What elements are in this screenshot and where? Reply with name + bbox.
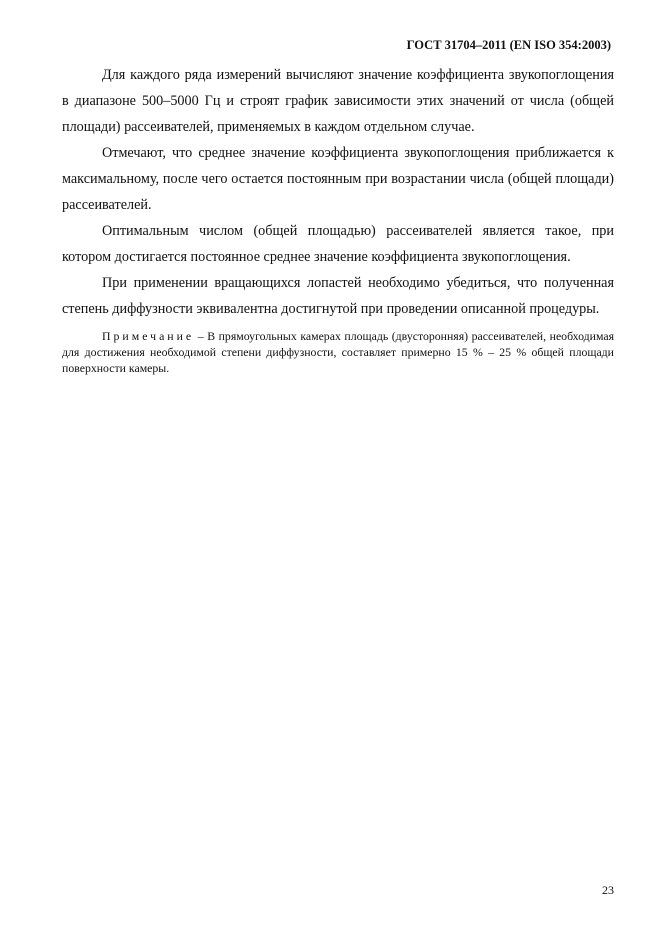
note-text: – В прямоугольных камерах площадь (двусторонняя) рассеивателей, необходимая для достижения необходимой степени диффузности, составляет примерно 15 % – 25 % общей площади поверхности камеры.: [62, 329, 614, 375]
page-header: [407, 38, 611, 53]
document-body: [62, 62, 614, 376]
note-label: Примечание: [102, 329, 195, 343]
paragraph: Оптимальным числом (общей площадью) рассеивателей является такое, при котором достигается постоянное среднее значение коэффициента звукопоглощения.: [62, 223, 614, 265]
standard-designation: ГОСТ 31704–2011 (EN ISO 354:2003): [406, 38, 611, 52]
paragraph: Отмечают, что среднее значение коэффициента звукопоглощения приближается к максимальному, после чего остается постоянным при возрастании числа (общей площади) рассеивателей.: [62, 145, 614, 213]
paragraph: Для каждого ряда измерений вычисляют значение коэффициента звукопоглощения в диапазоне 500–5000 Гц и строят график зависимости этих значений от числа (общей площади) рассеивателей, применяемых в каждом отдельном случае.: [62, 67, 614, 135]
note: [62, 328, 614, 376]
page-number: 23: [602, 883, 614, 897]
paragraph: При применении вращающихся лопастей необходимо убедиться, что полученная степень диффузности эквивалентна достигнутой при проведении описанной процедуры.: [62, 275, 614, 317]
